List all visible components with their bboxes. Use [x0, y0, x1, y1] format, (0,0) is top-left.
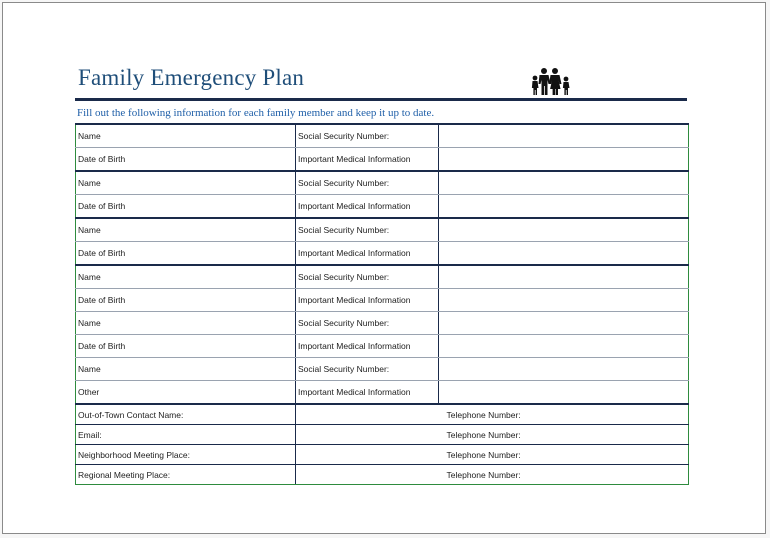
contact-right-label[interactable]: Telephone Number: — [439, 465, 689, 485]
member-middle-label[interactable]: Important Medical Information — [296, 148, 439, 172]
member-middle-label[interactable]: Important Medical Information — [296, 289, 439, 312]
member-left-label[interactable]: Date of Birth — [76, 195, 296, 219]
member-middle-label[interactable]: Important Medical Information — [296, 335, 439, 358]
contact-right-label[interactable]: Telephone Number: — [439, 445, 689, 465]
member-row — [76, 148, 689, 172]
instructions-text: Fill out the following information for each family member and keep it up to date. — [77, 107, 435, 119]
contact-row — [76, 425, 689, 445]
member-left-label[interactable]: Name — [76, 358, 296, 381]
member-value-cell[interactable] — [439, 148, 689, 172]
member-left-label[interactable]: Name — [76, 124, 296, 148]
family-silhouette-icon — [529, 66, 573, 96]
contact-left-label[interactable]: Neighborhood Meeting Place: — [76, 445, 296, 465]
contact-value-cell[interactable] — [296, 445, 439, 465]
member-value-cell[interactable] — [439, 335, 689, 358]
member-row — [76, 312, 689, 335]
contact-value-cell[interactable] — [296, 465, 439, 485]
member-value-cell[interactable] — [439, 265, 689, 289]
document-title: Family Emergency Plan — [78, 65, 305, 90]
member-middle-label[interactable]: Social Security Number: — [296, 124, 439, 148]
member-row — [76, 195, 689, 219]
member-left-label[interactable]: Name — [76, 312, 296, 335]
member-value-cell[interactable] — [439, 195, 689, 219]
member-row — [76, 171, 689, 195]
member-middle-label[interactable]: Social Security Number: — [296, 265, 439, 289]
member-value-cell[interactable] — [439, 381, 689, 405]
member-left-label[interactable]: Date of Birth — [76, 335, 296, 358]
title-rule — [75, 98, 687, 101]
contact-row — [76, 445, 689, 465]
member-left-label[interactable]: Date of Birth — [76, 148, 296, 172]
member-value-cell[interactable] — [439, 312, 689, 335]
member-value-cell[interactable] — [439, 171, 689, 195]
member-middle-label[interactable]: Social Security Number: — [296, 218, 439, 242]
contact-right-label[interactable]: Telephone Number: — [439, 425, 689, 445]
member-row — [76, 289, 689, 312]
document-page — [2, 2, 766, 534]
member-left-label[interactable]: Name — [76, 171, 296, 195]
member-row — [76, 124, 689, 148]
member-row — [76, 242, 689, 266]
member-left-label[interactable]: Name — [76, 218, 296, 242]
member-left-label[interactable]: Name — [76, 265, 296, 289]
contact-row — [76, 465, 689, 485]
member-row — [76, 218, 689, 242]
contact-left-label[interactable]: Out-of-Town Contact Name: — [76, 404, 296, 425]
member-value-cell[interactable] — [439, 124, 689, 148]
member-row — [76, 358, 689, 381]
member-row — [76, 265, 689, 289]
member-middle-label[interactable]: Important Medical Information — [296, 381, 439, 405]
member-middle-label[interactable]: Social Security Number: — [296, 312, 439, 335]
contact-left-label[interactable]: Email: — [76, 425, 296, 445]
member-left-label[interactable]: Date of Birth — [76, 289, 296, 312]
contact-value-cell[interactable] — [296, 425, 439, 445]
member-row — [76, 381, 689, 405]
member-value-cell[interactable] — [439, 218, 689, 242]
member-left-label[interactable]: Date of Birth — [76, 242, 296, 266]
member-middle-label[interactable]: Social Security Number: — [296, 171, 439, 195]
member-middle-label[interactable]: Social Security Number: — [296, 358, 439, 381]
contact-value-cell[interactable] — [296, 404, 439, 425]
contact-left-label[interactable]: Regional Meeting Place: — [76, 465, 296, 485]
member-value-cell[interactable] — [439, 358, 689, 381]
member-left-label[interactable]: Other — [76, 381, 296, 405]
contact-row — [76, 404, 689, 425]
member-middle-label[interactable]: Important Medical Information — [296, 242, 439, 266]
emergency-plan-form — [75, 123, 689, 485]
member-value-cell[interactable] — [439, 289, 689, 312]
contact-right-label[interactable]: Telephone Number: — [439, 404, 689, 425]
member-middle-label[interactable]: Important Medical Information — [296, 195, 439, 219]
member-value-cell[interactable] — [439, 242, 689, 266]
member-row — [76, 335, 689, 358]
